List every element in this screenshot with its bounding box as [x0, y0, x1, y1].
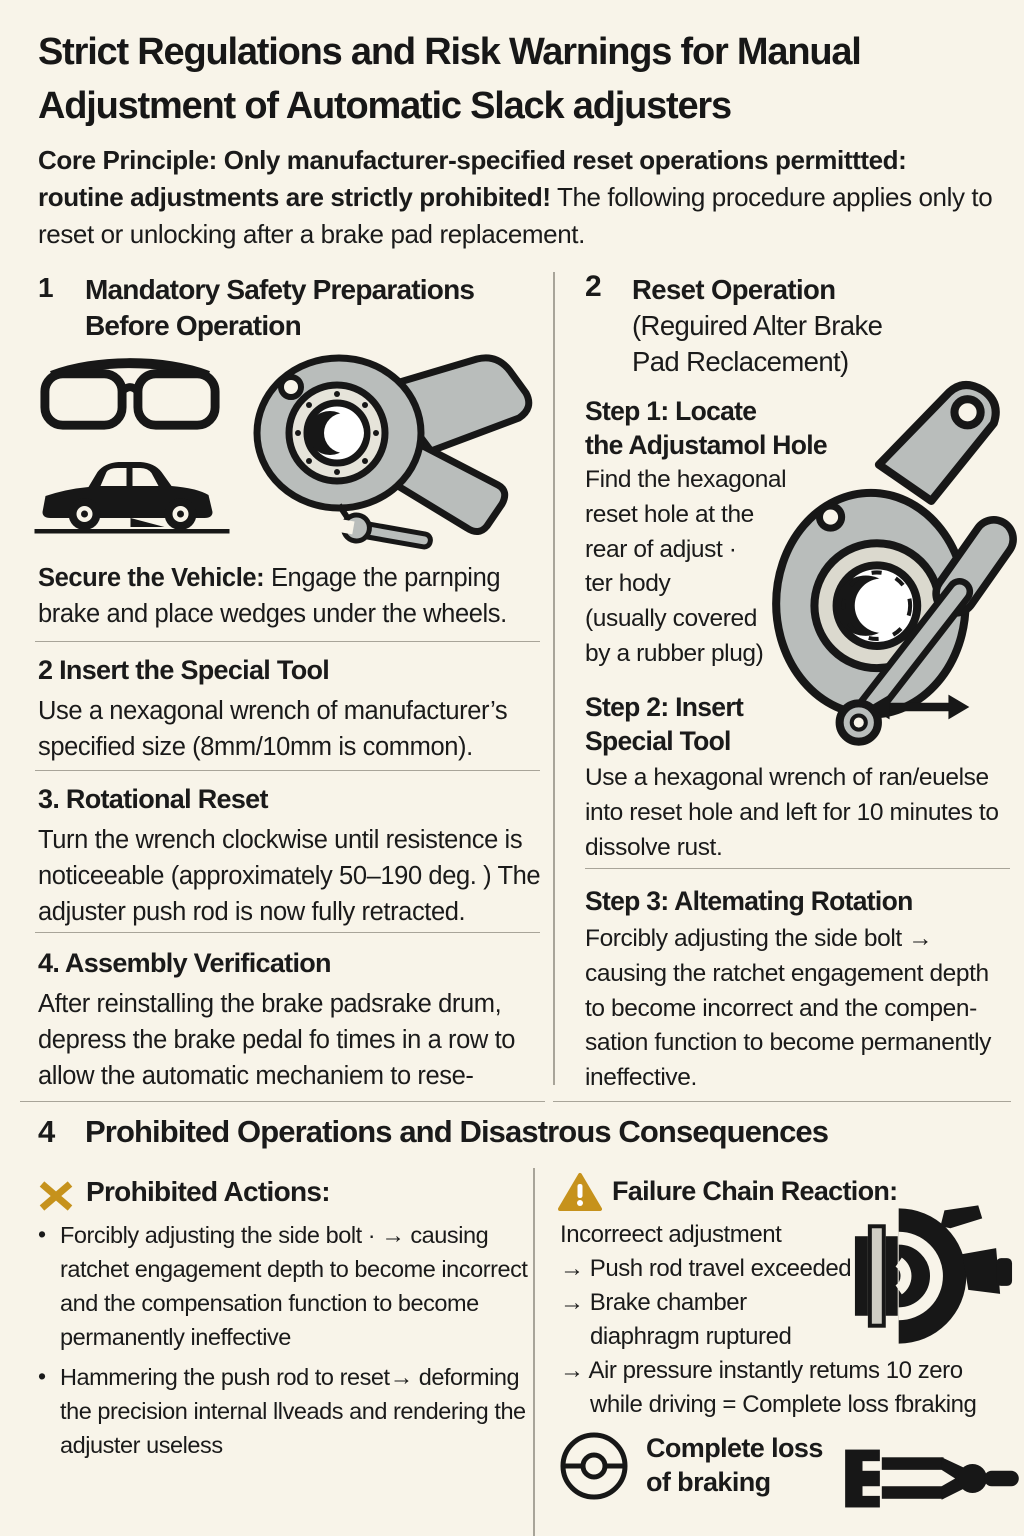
divider: [20, 1101, 545, 1102]
core-principle-lead: Core Principle:: [38, 145, 217, 175]
brake-chamber-icon: [845, 1200, 1019, 1350]
sub4-title: 4. Assembly Verification: [38, 948, 331, 978]
bullet-glyph: •: [38, 1363, 47, 1390]
section1-number: 1: [38, 272, 54, 303]
step1-body: [585, 463, 815, 672]
step1-body-line: by a rubber plug): [585, 639, 764, 667]
step1-title-line: the Adjustamol Hole: [585, 430, 827, 461]
core-principle-paragraph: [38, 142, 998, 253]
step2-body: Use a hexagonal wrench of ran/euelse into reset hole and left for 10 minutes to dissolve rust.: [585, 764, 999, 861]
section2-heading-line: Pad Reclacement): [632, 345, 849, 377]
divider: [553, 1101, 1011, 1102]
failure-line: → Push rod travel exceeded: [560, 1255, 852, 1283]
step1-body-line: ter hody: [585, 570, 671, 598]
coupling-tool-icon: [838, 1438, 1024, 1520]
loss-of-braking-icon: [556, 1428, 632, 1504]
column-divider: [533, 1168, 535, 1536]
column-divider: [553, 272, 555, 1085]
prohibited-bullet: Hammering the push rod to reset→ deforming the precision internal llveads and rendering the adjuster useless: [60, 1364, 526, 1459]
loss-label-line: Complete loss: [646, 1433, 823, 1463]
list-item: [38, 1360, 530, 1462]
core-principle-rest: The following procedure applies only to reset or unlocking after a brake pad replacement.: [38, 181, 993, 249]
divider: [35, 770, 540, 771]
core-principle-emphasis: Only manufacturer-specified reset operations permittted: routine adjustments are strictly prohibited!: [38, 145, 907, 212]
step3-body-line: sation function to become permanently: [585, 1029, 992, 1057]
failure-line: while driving = Complete loss fbraking: [590, 1391, 977, 1419]
step1-title-line: Step 1: Locate: [585, 396, 757, 426]
failure-line: → Air pressure instantly retums 10 zero: [560, 1357, 963, 1385]
step1-body-line: rear of adjust ·: [585, 535, 737, 563]
step1-body-line: reset hole at the: [585, 500, 754, 528]
step1-body-line: Find the hexagonal: [585, 466, 787, 493]
section2-heading: [632, 272, 962, 379]
prohibited-bullet: Forcibly adjusting the side bolt · → causing ratchet engagement depth to become incorrect and the compensation function to become permanently ineffective: [60, 1222, 528, 1351]
sub3-body: Turn the wrench clockwise until resistence is noticeeable (approximately 50–190 deg. ) The adjuster push rod is now fully retracted.: [38, 826, 541, 927]
bullet-glyph: •: [38, 1221, 47, 1247]
double-arrow-icon: [866, 688, 972, 726]
list-item: [38, 1218, 530, 1354]
divider: [585, 868, 1010, 869]
section2-heading-line: Reset Operation: [632, 274, 836, 305]
step3-body-line: ineffective.: [585, 1064, 697, 1092]
section4-heading: Prohibited Operations and Disastrous Consequences: [85, 1114, 829, 1149]
failure-line: → Brake chamber: [560, 1289, 747, 1317]
prohibited-actions-title: Prohibited Actions:: [86, 1176, 330, 1207]
section2-number: 2: [585, 270, 602, 303]
step1-body-line: (usually covered: [585, 605, 757, 633]
secure-vehicle-paragraph: [38, 560, 550, 632]
loss-label-line: of braking: [646, 1466, 771, 1497]
prohibited-actions-list: [38, 1218, 530, 1468]
step3-title: Step 3: Altemating Rotation: [585, 886, 913, 916]
failure-line: diaphragm ruptured: [590, 1323, 792, 1351]
warning-triangle-icon: [558, 1172, 602, 1212]
step2-title-line: Step 2: Insert: [585, 692, 744, 722]
page-title: Strict Regulations and Risk Warnings for Manual Adjustment of Automatic Slack adjusters: [38, 31, 861, 127]
x-mark-icon: [38, 1178, 74, 1214]
step2-title: [585, 690, 840, 759]
step2-title-line: Special Tool: [585, 726, 731, 757]
safety-glasses-icon: [36, 352, 224, 446]
step3-body: [585, 922, 1024, 1096]
failure-line: Incorreect adjustment: [560, 1221, 782, 1248]
step3-body-line: to become incorrect and the compen-: [585, 994, 977, 1022]
step3-body-line: Forcibly adjusting the side bolt →: [585, 925, 933, 952]
secure-vehicle-text: Engage the parnping brake and place wedges under the wheels.: [38, 564, 507, 629]
step1-title: [585, 394, 840, 463]
sub4-body: After reinstalling the brake padsrake drum, depress the brake pedal fo times in a row to allow the automatic mechaniem to rese-: [38, 990, 516, 1091]
section4-number: 4: [38, 1114, 55, 1149]
failure-chain-title: Failure Chain Reaction:: [612, 1176, 898, 1206]
step3-body-line: causing the ratchet engagement depth: [585, 959, 989, 987]
sub2-title: 2 Insert the Special Tool: [38, 655, 330, 685]
sub2-body: Use a nexagonal wrench of manufacturer’s specified size (8mm/10mm is common).: [38, 697, 508, 762]
car-icon: [34, 448, 230, 548]
secure-vehicle-lead: Secure the Vehicle:: [38, 564, 265, 592]
divider: [35, 932, 540, 933]
slack-adjuster-icon: [235, 333, 545, 561]
section1-heading: Mandatory Safety Preparations Before Operation: [85, 274, 475, 341]
section2-heading-line: (Reguired Alter Brake: [632, 309, 883, 341]
sub3-title: 3. Rotational Reset: [38, 784, 268, 814]
divider: [35, 641, 540, 642]
